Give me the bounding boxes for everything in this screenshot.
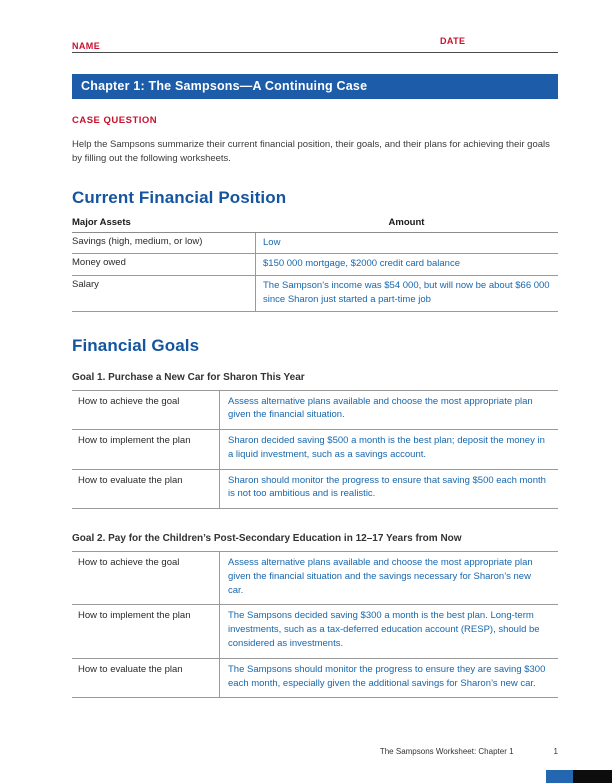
row-value: Assess alternative plans available and choose the most appropriate plan given the financial situation and the savings necessary for Sharon’s new car. xyxy=(219,552,558,604)
row-label: How to achieve the goal xyxy=(78,395,180,407)
intro-paragraph: Help the Sampsons summarize their current financial position, their goals, and their plans for achieving their goals by filling out the following worksheets. xyxy=(72,139,550,165)
row-label: Salary xyxy=(72,279,99,291)
table-row-salary xyxy=(72,276,558,312)
goal-1-table xyxy=(72,390,558,510)
page-footer xyxy=(380,747,558,756)
table-row-implement xyxy=(72,605,558,658)
section-heading-financial-goals: Financial Goals xyxy=(72,335,200,355)
row-value: Assess alternative plans available and choose the most appropriate plan given the financial situation. xyxy=(219,391,558,430)
name-date-row xyxy=(72,36,558,53)
case-question-heading: CASE QUESTION xyxy=(72,115,158,126)
chapter-banner-title: Chapter 1: The Sampsons—A Continuing Case xyxy=(81,79,368,93)
table-row-money-owed xyxy=(72,254,558,276)
row-value: Low xyxy=(255,233,558,254)
col-header-amount: Amount xyxy=(388,216,425,228)
table-row-achieve xyxy=(72,552,558,605)
row-value: Sharon should monitor the progress to ensure that saving $500 each month is not too ambitious and is realistic. xyxy=(219,470,558,509)
date-label: DATE xyxy=(440,36,466,46)
page-content xyxy=(72,0,558,698)
financial-position-header-row xyxy=(72,214,558,233)
chapter-banner xyxy=(72,74,558,99)
row-value: The Sampson’s income was $54 000, but will now be about $66 000 since Sharon just started a part-time job xyxy=(255,276,558,311)
goal-2-table xyxy=(72,551,558,698)
row-label: Money owed xyxy=(72,257,126,269)
row-label: Savings (high, medium, or low) xyxy=(72,235,203,247)
row-value: The Sampsons decided saving $300 a month is the best plan. Long-term investments, such as a tax-deferred education account (RESP), should be considered as investments. xyxy=(219,605,558,657)
row-label: How to evaluate the plan xyxy=(78,663,183,675)
goal-2-block xyxy=(72,533,558,698)
row-value: The Sampsons should monitor the progress to ensure they are saving $300 each month, especially given the additional savings for Sharon’s new car. xyxy=(219,659,558,698)
section-heading-current-financial-position: Current Financial Position xyxy=(72,187,287,207)
financial-position-table xyxy=(72,214,558,312)
name-label: NAME xyxy=(72,41,101,51)
corner-black-edge xyxy=(573,770,612,783)
table-row-evaluate xyxy=(72,659,558,699)
col-header-major-assets: Major Assets xyxy=(72,216,131,228)
goal-1-block xyxy=(72,372,558,510)
row-label: How to achieve the goal xyxy=(78,557,180,569)
row-label: How to evaluate the plan xyxy=(78,474,183,486)
row-value: $150 000 mortgage, $2000 credit card balance xyxy=(255,254,558,275)
goal-2-title: Goal 2. Pay for the Children’s Post-Secondary Education in 12–17 Years from Now xyxy=(72,533,462,545)
footer-text: The Sampsons Worksheet: Chapter 1 xyxy=(379,747,514,756)
table-row-savings xyxy=(72,233,558,255)
table-row-implement xyxy=(72,430,558,470)
table-row-evaluate xyxy=(72,470,558,510)
row-value: Sharon decided saving $500 a month is the best plan; deposit the money in a liquid investment, such as a savings account. xyxy=(219,430,558,469)
row-label: How to implement the plan xyxy=(78,610,191,622)
footer-page-number: 1 xyxy=(553,747,558,756)
table-row-achieve xyxy=(72,391,558,431)
row-label: How to implement the plan xyxy=(78,435,191,447)
goal-1-title: Goal 1. Purchase a New Car for Sharon This Year xyxy=(72,371,305,383)
corner-blue-tab xyxy=(546,770,573,783)
